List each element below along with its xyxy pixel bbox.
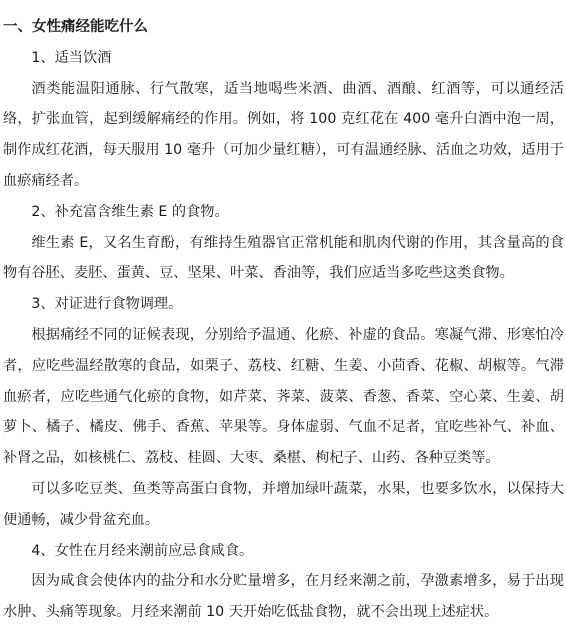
section-paragraph: 维生素 E，又名生育酚，有维持生殖器官正常机能和肌肉代谢的作用，其含量高的食物有谷胚、麦胚、蛋黄、豆、坚果、叶菜、香油等，我们应适当多吃些这类食物。 [3, 234, 564, 282]
section-title: 1、适当饮酒 [31, 49, 112, 66]
section-paragraph: 可以多吃豆类、鱼类等高蛋白食物，并增加绿叶蔬菜，水果，也要多饮水，以保持大便通畅，减少骨盆充血。 [3, 480, 564, 528]
section-title: 4、女性在月经来潮前应忌食咸食。 [31, 542, 254, 559]
article-heading: 一、女性痛经能吃什么 [3, 19, 148, 35]
section-paragraph: 因为咸食会使体内的盐分和水分贮量增多，在月经来潮之前，孕激素增多，易于出现水肿、头痛等现象。月经来潮前 10 天开始吃低盐食物，就不会出现上述症状。 [3, 573, 564, 621]
section-paragraph: 酒类能温阳通脉、行气散寒，适当地喝些米酒、曲酒、酒酿、红酒等，可以通经活络，扩张血管，起到缓解痛经的作用。例如，将 100 克红花在 400 毫升白酒中泡一周，制作成红花酒，每天服用 10 毫升（可加少量红糖），可有温通经脉、活血之功效，适用于血瘀痛经者。 [3, 80, 564, 189]
section-title: 3、对证进行食物调理。 [31, 296, 183, 313]
section-paragraph: 根据痛经不同的证候表现，分别给予温通、化瘀、补虚的食品。寒凝气滞、形寒怕冷者，应吃些温经散寒的食品，如栗子、荔枝、红糖、生姜、小茴香、花椒、胡椒等。气滞血瘀者，应吃些通气化瘀的食物，如芹菜、荠菜、菠菜、香葱、香菜、空心菜、生姜、胡萝卜、橘子、橘皮、佛手、香蕉、苹果等。身体虚弱、气血不足者，宜吃些补气、补血、补肾之品，如核桃仁、荔枝、桂圆、大枣、桑椹、枸杞子、山药、各种豆类等。 [3, 326, 564, 467]
section-title: 2、补充富含维生素 E 的食物。 [31, 203, 229, 220]
